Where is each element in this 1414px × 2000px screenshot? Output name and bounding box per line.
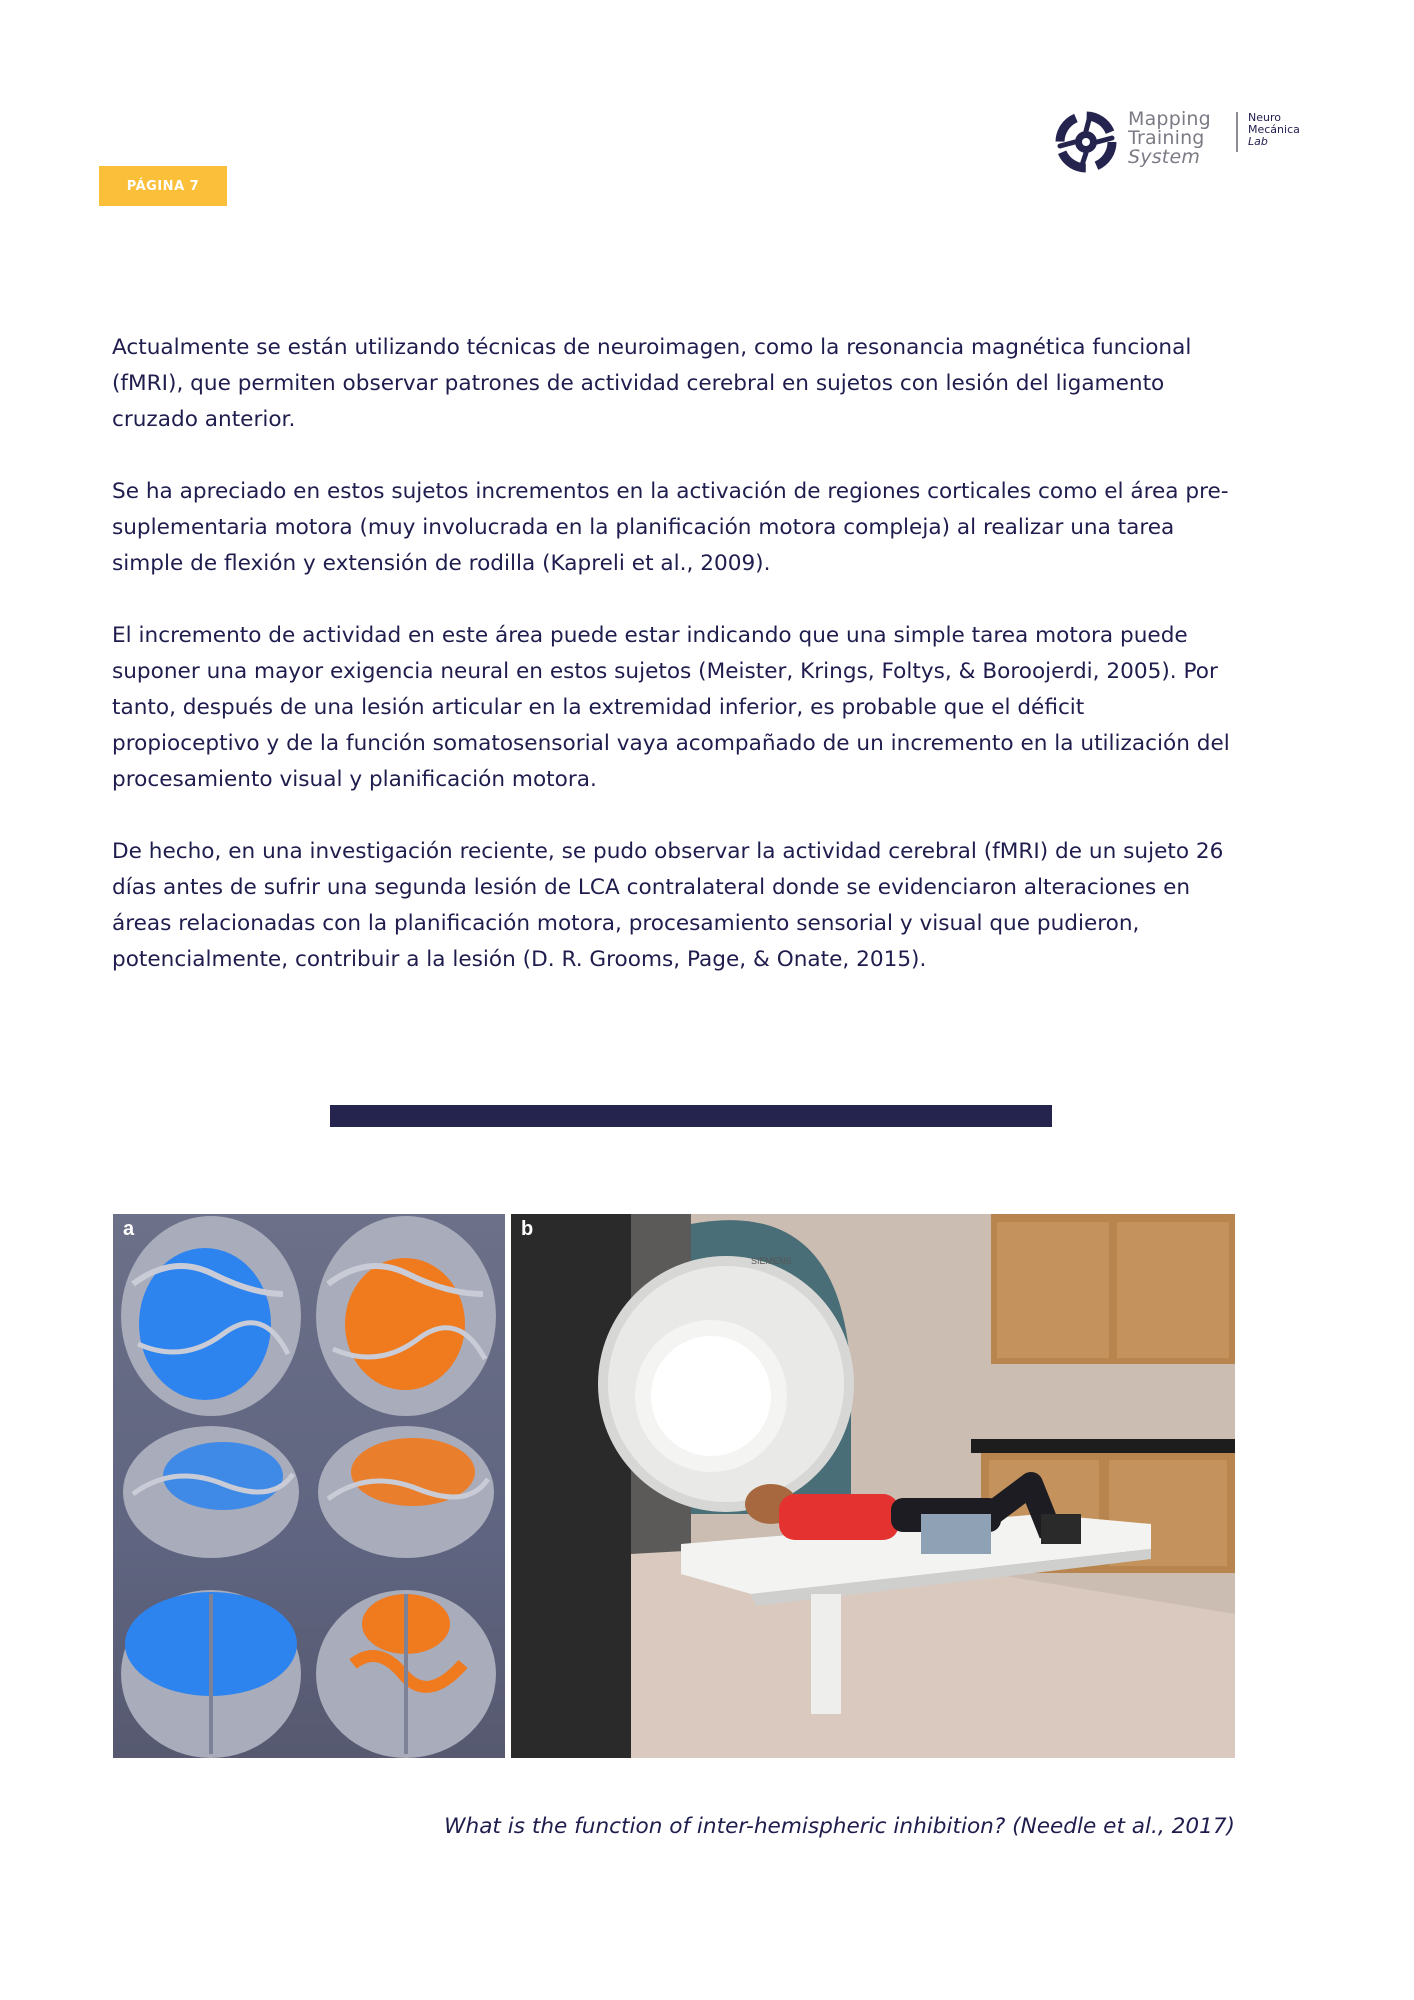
figure-caption: What is the function of inter-hemispheric inhibition? (Needle et al., 2017): [444, 1814, 1235, 1839]
page-number-badge: PÁGINA 7: [99, 166, 227, 206]
paragraph-1: Actualmente se están utilizando técnicas de neuroimagen, como la resonancia magnética funcional (fMRI), que permiten observar patrones de actividad cerebral en sujetos con lesión del ligamento cruzado anterior.: [112, 335, 1192, 432]
logo-line-2: Training: [1128, 127, 1205, 149]
logo-wordmark: [1128, 110, 1211, 167]
mri-scanner-image: [511, 1214, 1235, 1758]
logo-line-1: Mapping: [1128, 108, 1211, 130]
panel-a-label: a: [123, 1218, 135, 1240]
logo-line-3: System: [1128, 146, 1201, 168]
mri-scanner-photo: [511, 1214, 1235, 1758]
paragraph-4: De hecho, en una investigación reciente, se pudo observar la actividad cerebral (fMRI) de un sujeto 26 días antes de sufrir una segunda lesión de LCA contralateral donde se evidenciaron alteraciones en áreas relacionadas con la planificación motora, procesamiento sensorial y visual que pudieron, potencialmente, contribuir a la lesión (D. R. Grooms, Page, & Onate, 2015).: [112, 839, 1224, 972]
logo-lab-text: [1248, 112, 1300, 148]
figure: [113, 1214, 1235, 1758]
brain-logo-icon: [1054, 110, 1118, 174]
brain-activation-panel: [113, 1214, 505, 1758]
paragraph-3: El incremento de actividad en este área puede estar indicando que una simple tarea motora puede suponer una mayor exigencia neural en estos sujetos (Meister, Krings, Foltys, & Boroojerdi, 2005). Por tanto, después de una lesión articular en la extremidad inferior, es probable que el déficit propioceptivo y de la función somatosensorial vaya acompañado de un incremento en la utilización del procesamiento visual y planificación motora.: [112, 623, 1230, 792]
lab-line-3: Lab: [1248, 135, 1268, 148]
lab-line-2: Mecánica: [1248, 123, 1300, 136]
section-divider: [330, 1105, 1052, 1127]
lab-line-1: Neuro: [1248, 111, 1281, 124]
brain-renders-image: [113, 1214, 505, 1758]
panel-b-label: b: [521, 1218, 534, 1240]
brand-logo: [1054, 108, 1324, 174]
scanner-brand: SIEMENS: [751, 1256, 792, 1266]
body-text: [112, 330, 1238, 1014]
paragraph-2: Se ha apreciado en estos sujetos incrementos en la activación de regiones corticales como el área pre-suplementaria motora (muy involucrada en la planificación motora compleja) al realizar una tarea simple de flexión y extensión de rodilla (Kapreli et al., 2009).: [112, 479, 1229, 576]
logo-separator: [1236, 112, 1238, 152]
